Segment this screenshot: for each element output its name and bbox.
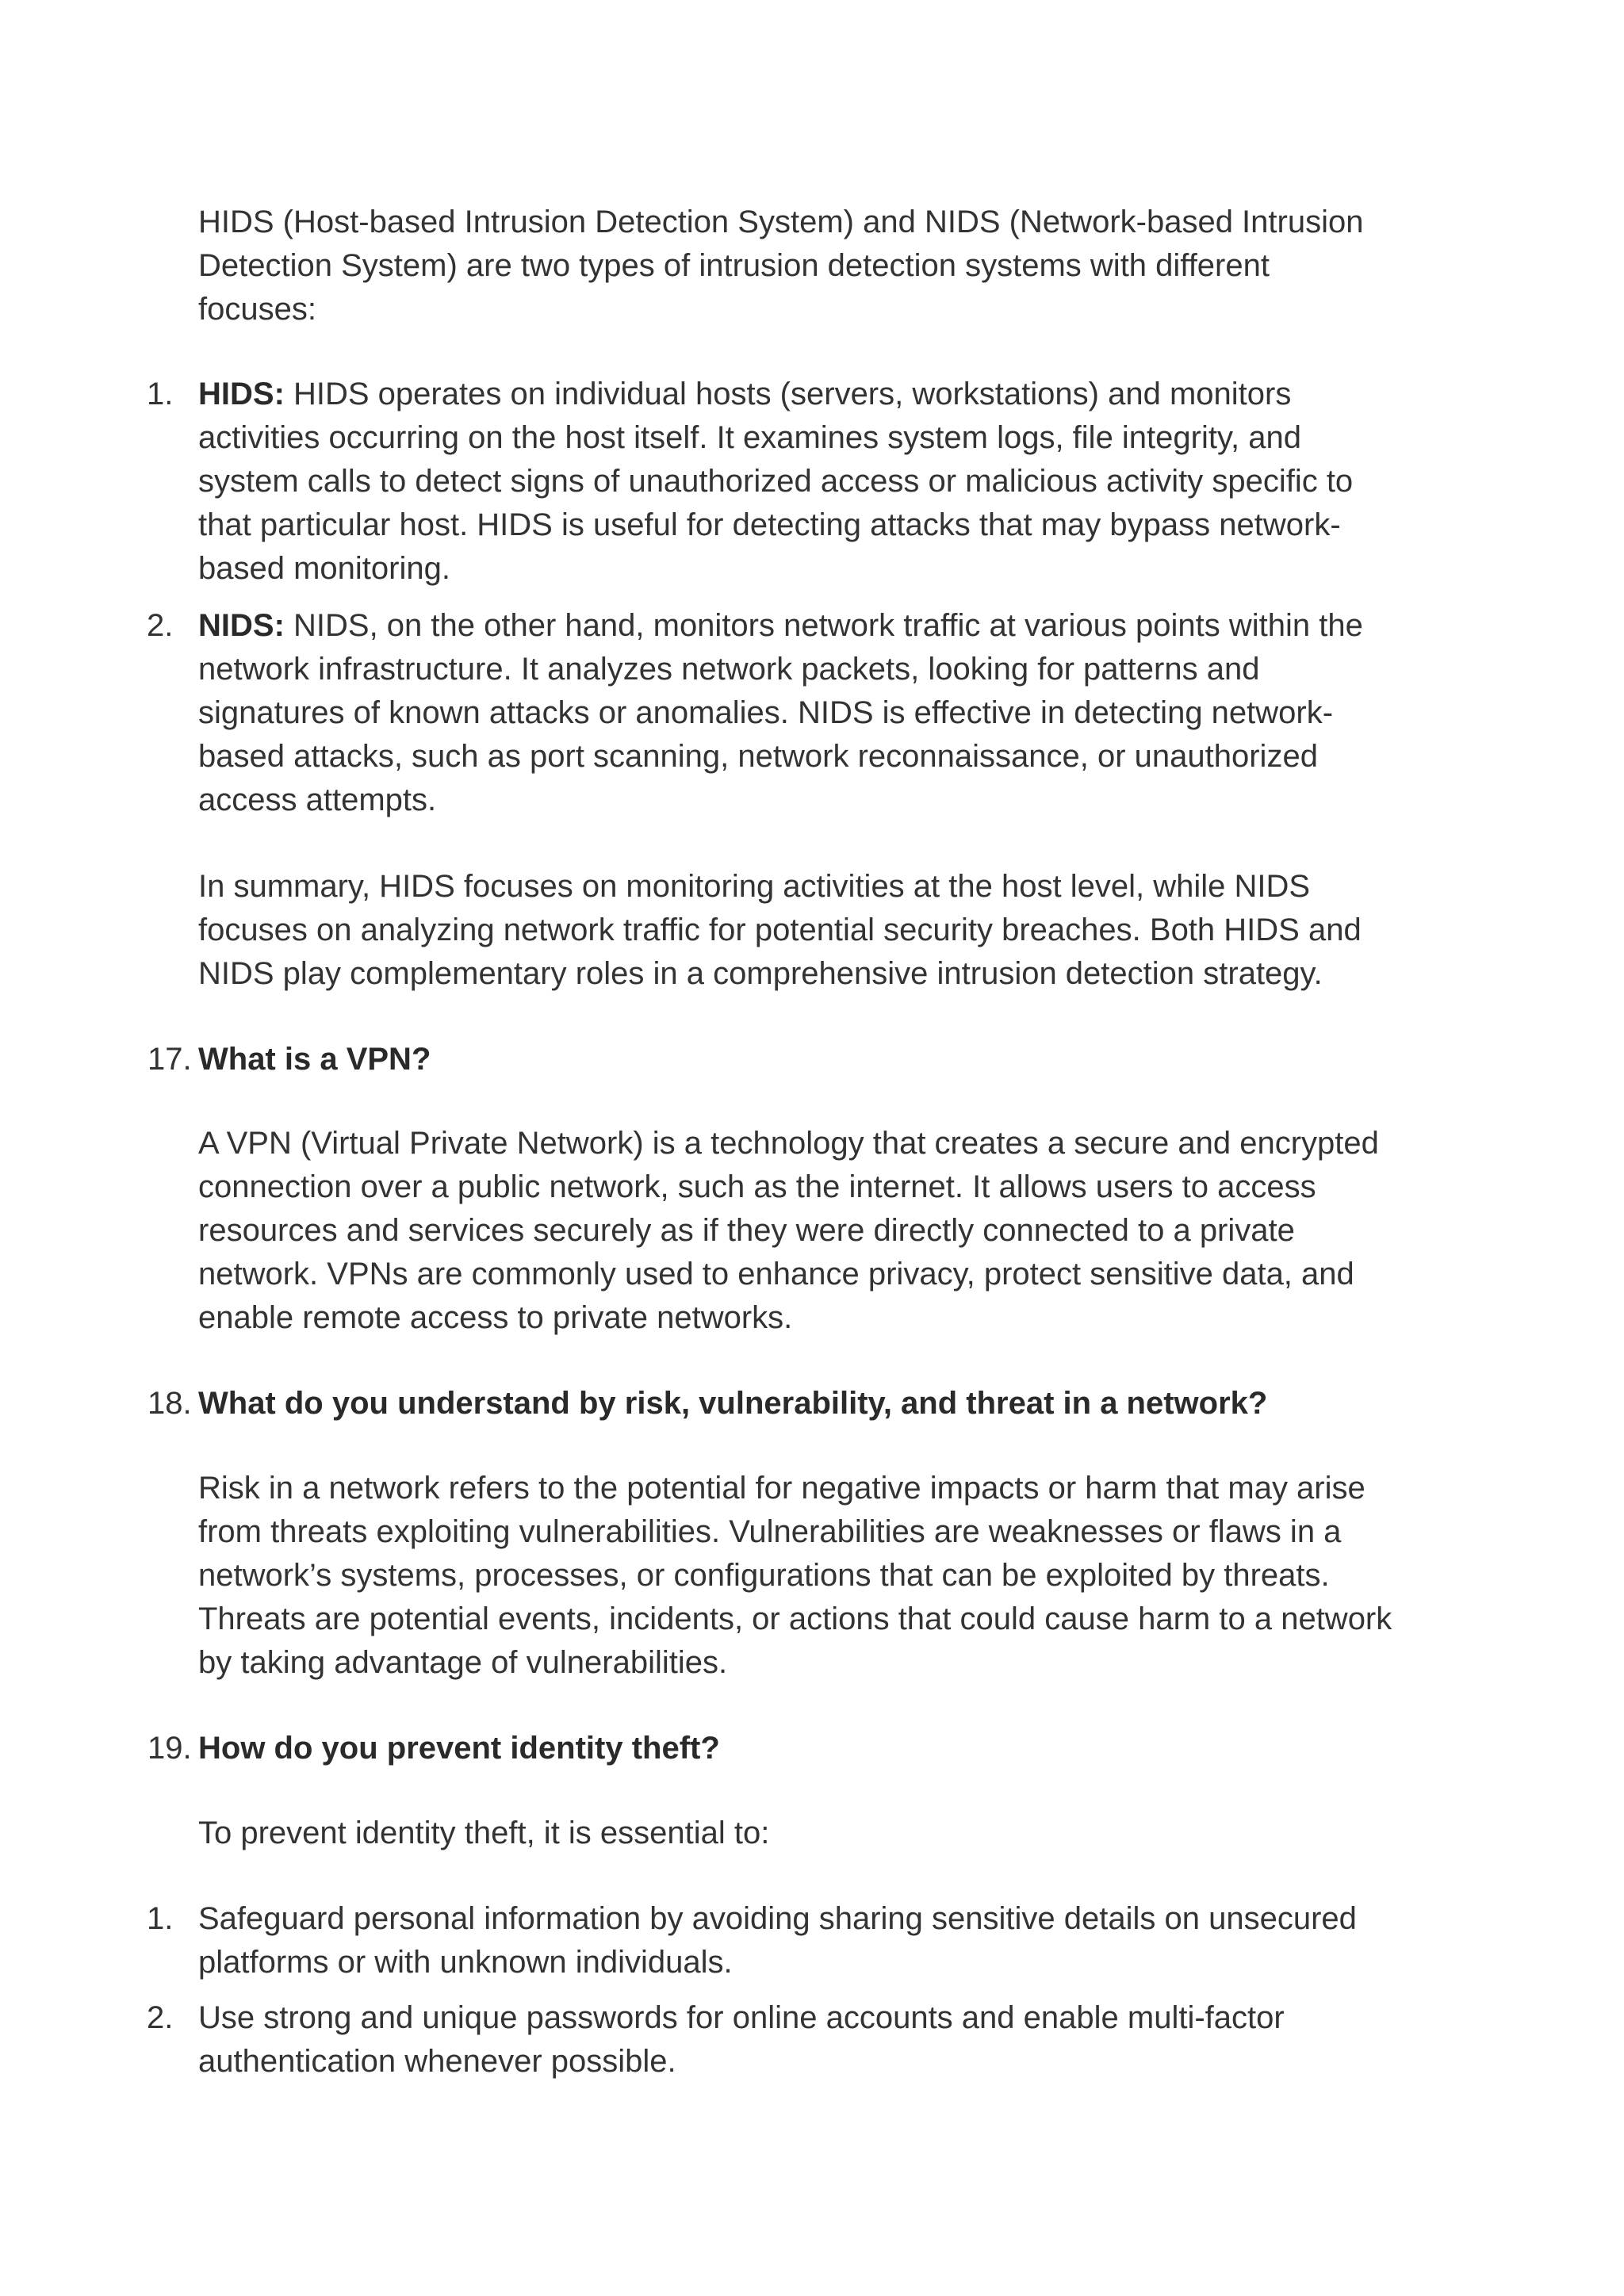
answer-intro xyxy=(198,1812,1435,1855)
text-line: connection over a public network, such as the internet. It allows users to access xyxy=(198,1169,1316,1204)
text-line: access attempts. xyxy=(198,783,437,817)
text-line: based monitoring. xyxy=(198,551,450,586)
text-fragment: HIDS operates on individual hosts (servers, workstations) and monitors xyxy=(284,377,1292,411)
question-text: What is a VPN? xyxy=(198,1042,431,1077)
text-line: A VPN (Virtual Private Network) is a technology that creates a secure and encrypted xyxy=(198,1126,1379,1161)
text-fragment: NIDS, on the other hand, monitors network traffic at various points within the xyxy=(284,608,1363,643)
question-heading xyxy=(198,1038,1435,1081)
answer-paragraph xyxy=(198,1467,1435,1685)
list-item-nids xyxy=(198,604,1435,822)
text-line: Threats are potential events, incidents, or actions that could cause harm to a network xyxy=(198,1601,1392,1636)
text-line: Risk in a network refers to the potential for negative impacts or harm that may arise xyxy=(198,1471,1365,1506)
list-number: 1. xyxy=(147,1901,174,1936)
question-text: How do you prevent identity theft? xyxy=(198,1731,720,1766)
text-line: In summary, HIDS focuses on monitoring activities at the host level, while NIDS xyxy=(198,869,1311,904)
text-line: To prevent identity theft, it is essential to: xyxy=(198,1816,770,1850)
list-number: 2. xyxy=(147,2000,174,2035)
question-heading xyxy=(198,1727,1435,1770)
text-line: system calls to detect signs of unauthorized access or malicious activity specific to xyxy=(198,464,1354,499)
text-line: Detection System) are two types of intrusion detection systems with different xyxy=(198,248,1270,283)
text-line: based attacks, such as port scanning, network reconnaissance, or unauthorized xyxy=(198,739,1318,774)
text-line: authentication whenever possible. xyxy=(198,2044,676,2079)
text-line: Use strong and unique passwords for online accounts and enable multi-factor xyxy=(198,2000,1285,2035)
text-line: network’s systems, processes, or configurations that can be exploited by threats. xyxy=(198,1558,1330,1593)
term-label: NIDS: xyxy=(198,608,285,643)
text-line: focuses on analyzing network traffic for potential security breaches. Both HIDS and xyxy=(198,913,1362,947)
text-line: by taking advantage of vulnerabilities. xyxy=(198,1645,728,1680)
text-line xyxy=(198,604,1435,648)
list-number: 2. xyxy=(147,608,174,643)
text-line: from threats exploiting vulnerabilities. Vulnerabilities are weaknesses or flaws in a xyxy=(198,1514,1342,1549)
list-item-hids xyxy=(198,373,1435,591)
text-line: focuses: xyxy=(198,292,316,327)
summary-paragraph xyxy=(198,865,1435,996)
term-label: HIDS: xyxy=(198,377,285,411)
text-line: network infrastructure. It analyzes network packets, looking for patterns and xyxy=(198,652,1260,687)
question-number: 17. xyxy=(147,1042,192,1077)
text-line xyxy=(198,373,1435,416)
list-number: 1. xyxy=(147,377,174,411)
question-number: 18. xyxy=(147,1386,192,1421)
text-line: that particular host. HIDS is useful for detecting attacks that may bypass network- xyxy=(198,507,1341,542)
text-line: enable remote access to private networks. xyxy=(198,1300,793,1335)
text-line: resources and services securely as if they were directly connected to a private xyxy=(198,1213,1295,1248)
question-heading xyxy=(198,1382,1435,1425)
question-text: What do you understand by risk, vulnerability, and threat in a network? xyxy=(198,1386,1268,1421)
text-line: HIDS (Host-based Intrusion Detection System) and NIDS (Network-based Intrusion xyxy=(198,205,1364,239)
list-item xyxy=(198,1897,1435,1984)
answer-paragraph xyxy=(198,1122,1435,1340)
question-number: 19. xyxy=(147,1731,192,1766)
text-line: network. VPNs are commonly used to enhance privacy, protect sensitive data, and xyxy=(198,1257,1354,1292)
text-line: Safeguard personal information by avoiding sharing sensitive details on unsecured xyxy=(198,1901,1357,1936)
list-item xyxy=(198,1996,1435,2084)
text-line: activities occurring on the host itself. It examines system logs, file integrity, and xyxy=(198,420,1301,455)
text-line: NIDS play complementary roles in a comprehensive intrusion detection strategy. xyxy=(198,956,1323,991)
text-line: platforms or with unknown individuals. xyxy=(198,1945,733,1980)
intro-paragraph xyxy=(198,201,1435,331)
text-line: signatures of known attacks or anomalies. NIDS is effective in detecting network- xyxy=(198,695,1334,730)
